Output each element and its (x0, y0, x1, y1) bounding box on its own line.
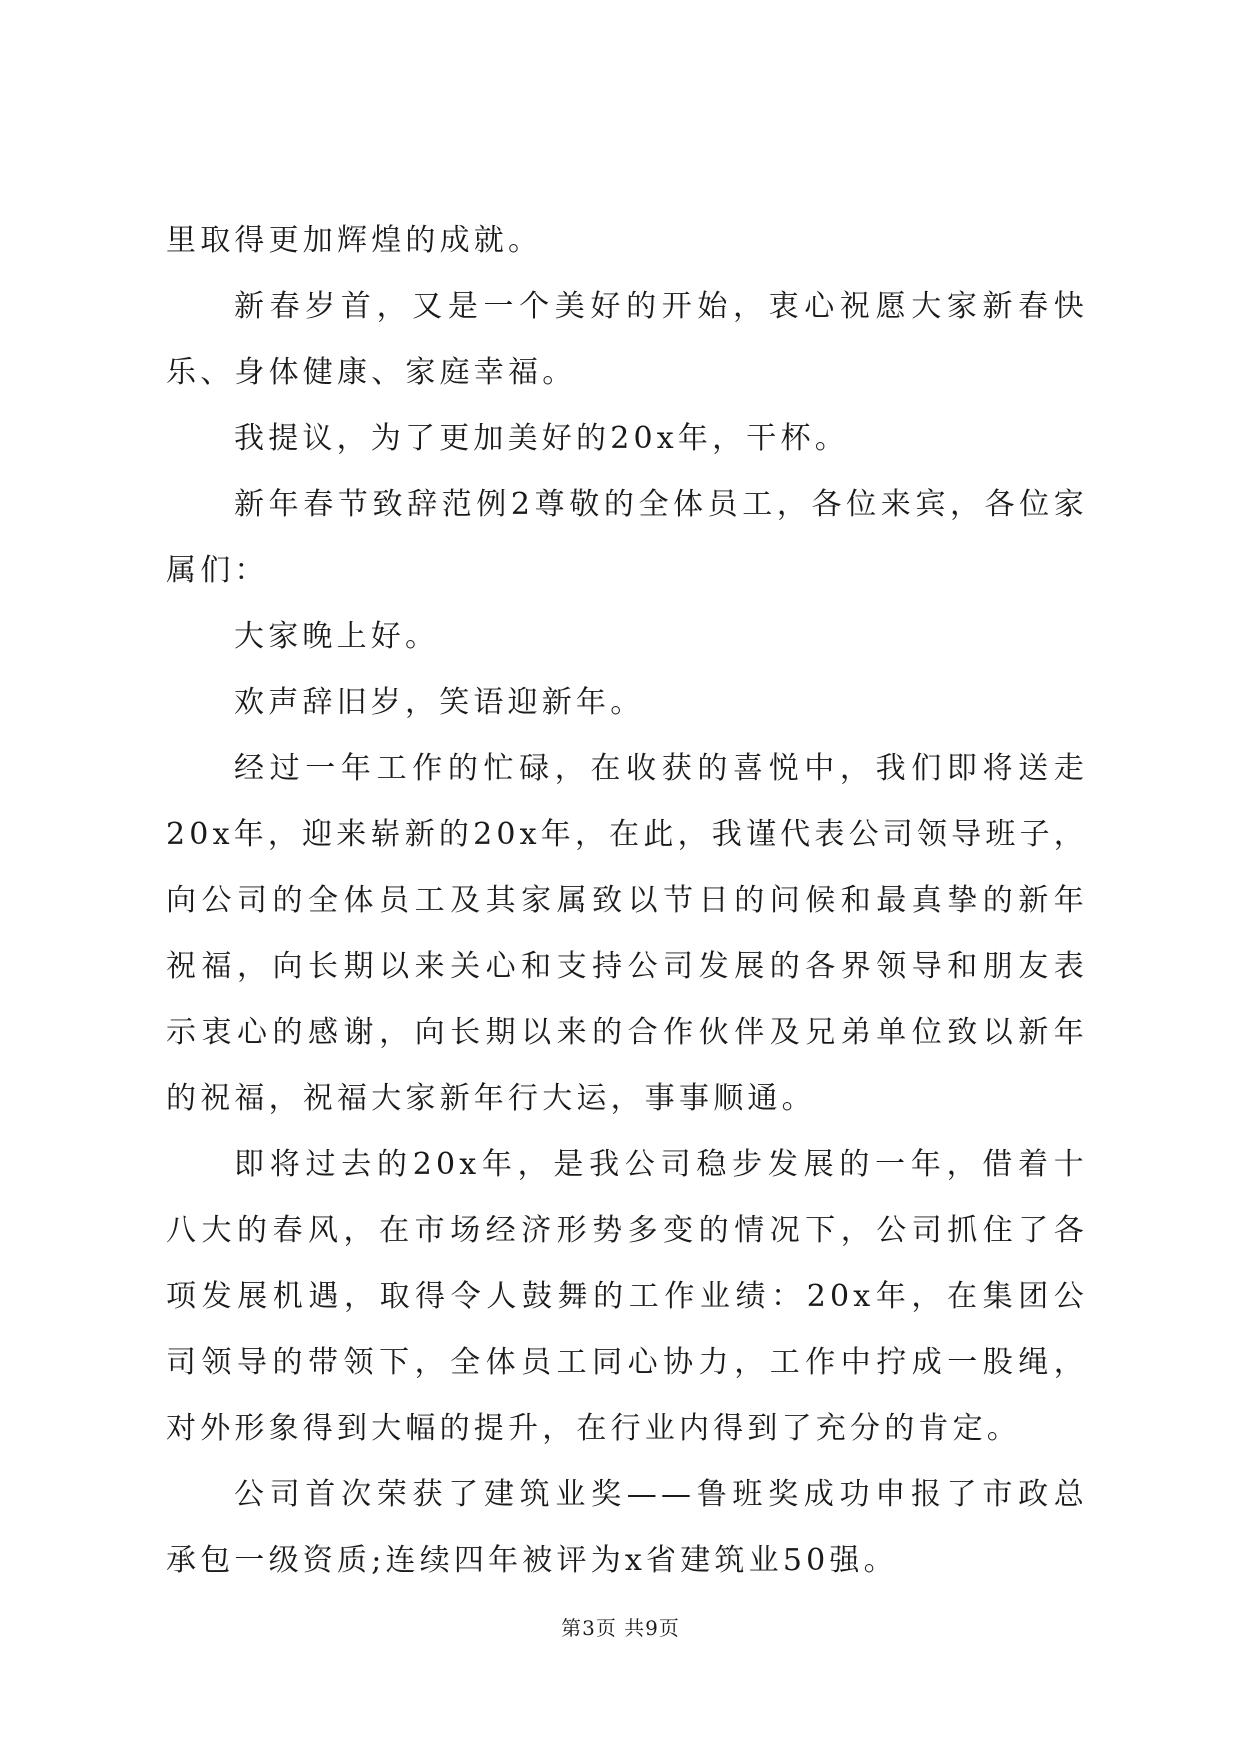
paragraph: 里取得更加辉煌的成就。 (166, 223, 543, 258)
paragraph: 我提议，为了更加美好的20x年，干杯。 (234, 421, 849, 456)
paragraph: 即将过去的20x年，是我公司稳步发展的一年，借着十八大的春风，在市场经济形势多变的情况下，公司抓住了各项发展机遇，取得令人鼓舞的工作业绩：20x年，在集团公司领导的带领下，全体员工同心协力，工作中拧成一股绳，对外形象得到大幅的提升，在行业内得到了充分的肯定。 (166, 1147, 1088, 1446)
paragraph: 经过一年工作的忙碌，在收获的喜悦中，我们即将送走20x年，迎来崭新的20x年，在此，我谨代表公司领导班子，向公司的全体员工及其家属致以节日的问候和最真挚的新年祝福，向长期以来关心和支持公司发展的各界领导和朋友表示衷心的感谢，向长期以来的合作伙伴及兄弟单位致以新年的祝福，祝福大家新年行大运，事事顺通。 (166, 751, 1088, 1116)
paragraph: 新春岁首，又是一个美好的开始，衷心祝愿大家新春快乐、身体健康、家庭幸福。 (166, 289, 1088, 390)
paragraph: 新年春节致辞范例2尊敬的全体员工，各位来宾，各位家属们： (166, 487, 1088, 588)
paragraph: 大家晚上好。 (234, 619, 440, 654)
paragraph: 欢声辞旧岁，笑语迎新年。 (234, 685, 645, 720)
document-body (166, 208, 1088, 1594)
page-number-footer: 第3页 共9页 (561, 1616, 680, 1640)
paragraph: 公司首次荣获了建筑业奖——鲁班奖成功申报了市政总承包一级资质;连续四年被评为x省建筑业50强。 (166, 1477, 1088, 1578)
